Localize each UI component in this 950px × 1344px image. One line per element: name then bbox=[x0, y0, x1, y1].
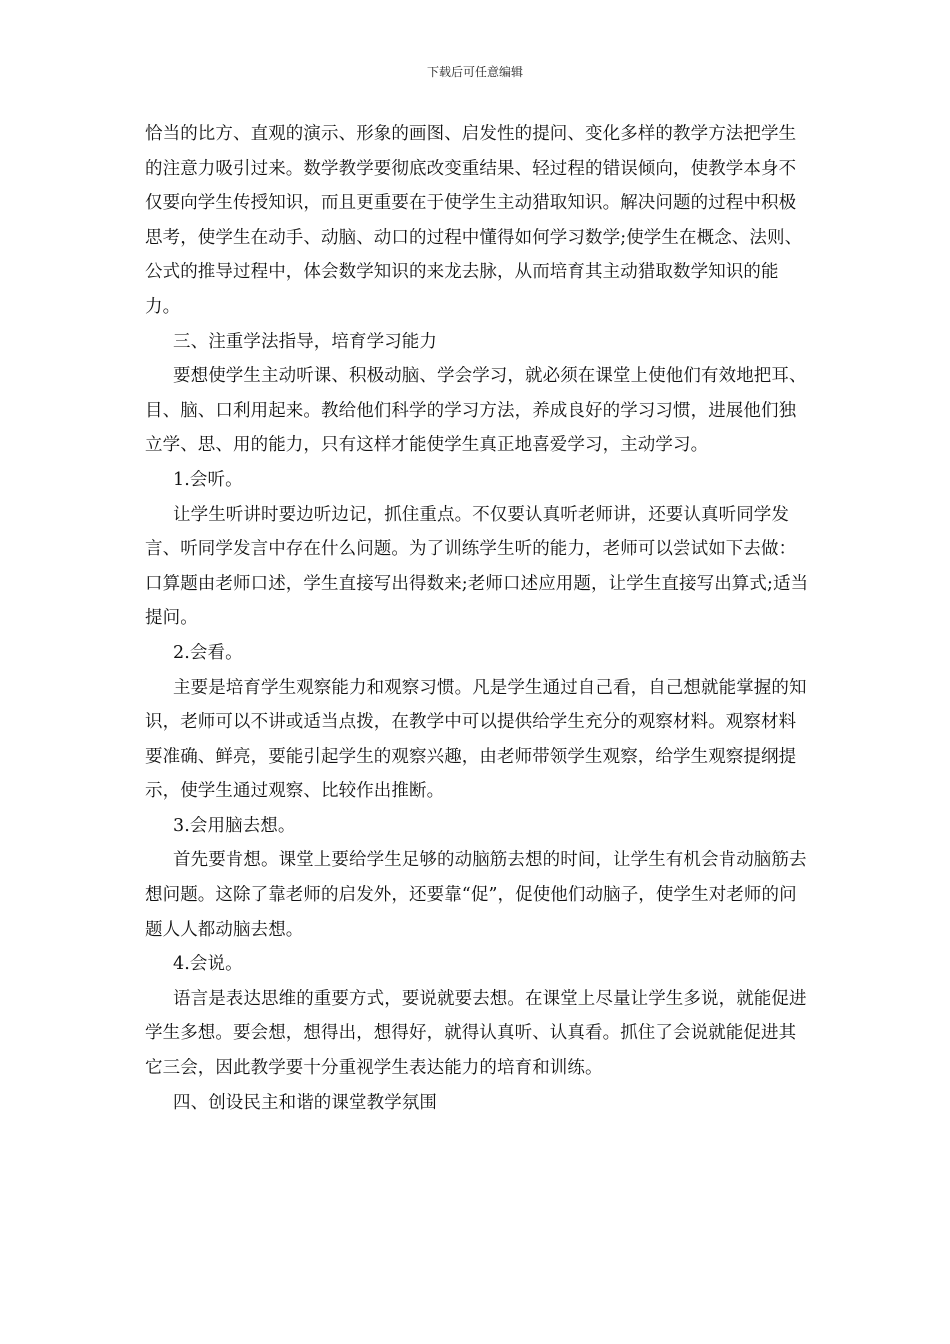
body-paragraph: 语言是表达思维的重要方式，要说就要去想。在课堂上尽量让学生多说，就能促进学生多想。要会想，想得出，想得好，就得认真听、认真看。抓住了会说就能促进其它三会，因此教学要十分重视学生表达能力的培育和训练。 bbox=[145, 988, 807, 1079]
body-paragraph: 主要是培育学生观察能力和观察习惯。凡是学生通过自己看，自己想就能掌握的知识，老师可以不讲或适当点拨，在教学中可以提供给学生充分的观察材料。观察材料要准确、鲜亮，要能引起学生的观察兴趣，由老师带领学生观察，给学生观察提纲提示，使学生通过观察、比较作出推断。 bbox=[145, 677, 807, 802]
subsection-heading: 2.会看。 bbox=[173, 642, 243, 663]
body-paragraph: 恰当的比方、直观的演示、形象的画图、启发性的提问、变化多样的教学方法把学生的注意力吸引过来。数学教学要彻底改变重结果、轻过程的错误倾向，使教学本身不仅要向学生传授知识，而且更重要在于使学生主动猎取知识。解决问题的过程中积极思考，使学生在动手、动脑、动口的过程中懂得如何学习数学;使学生在概念、法则、公式的推导过程中，体会数学知识的来龙去脉，从而培育其主动猎取数学知识的能力。 bbox=[145, 124, 803, 317]
subsection-heading: 1.会听。 bbox=[173, 469, 243, 490]
section-heading: 三、注重学法指导，培育学习能力 bbox=[173, 331, 437, 352]
body-paragraph: 让学生听讲时要边听边记，抓住重点。不仅要认真听老师讲，还要认真听同学发言、听同学发言中存在什么问题。为了训练学生听的能力，老师可以尝试如下去做：口算题由老师口述，学生直接写出得数来;老师口述应用题，让学生直接写出算式;适当提问。 bbox=[145, 504, 809, 629]
page-header: 下载后可任意编辑 bbox=[426, 65, 523, 79]
body-paragraph: 首先要肯想。课堂上要给学生足够的动脑筋去想的时间，让学生有机会肯动脑筋去想问题。这除了靠老师的启发外，还要靠“促”，促使他们动脑子，使学生对老师的问题人人都动脑去想。 bbox=[145, 850, 807, 940]
document-body bbox=[145, 117, 813, 1120]
subsection-heading: 3.会用脑去想。 bbox=[173, 815, 296, 836]
section-heading: 四、创设民主和谐的课堂教学氛围 bbox=[173, 1092, 437, 1113]
subsection-heading: 4.会说。 bbox=[173, 954, 243, 975]
body-paragraph: 要想使学生主动听课、积极动脑、学会学习，就必须在课堂上使他们有效地把耳、目、脑、口利用起来。教给他们科学的学习方法，养成良好的学习习惯，进展他们独立学、思、用的能力，只有这样才能使学生真正地喜爱学习，主动学习。 bbox=[145, 366, 807, 456]
